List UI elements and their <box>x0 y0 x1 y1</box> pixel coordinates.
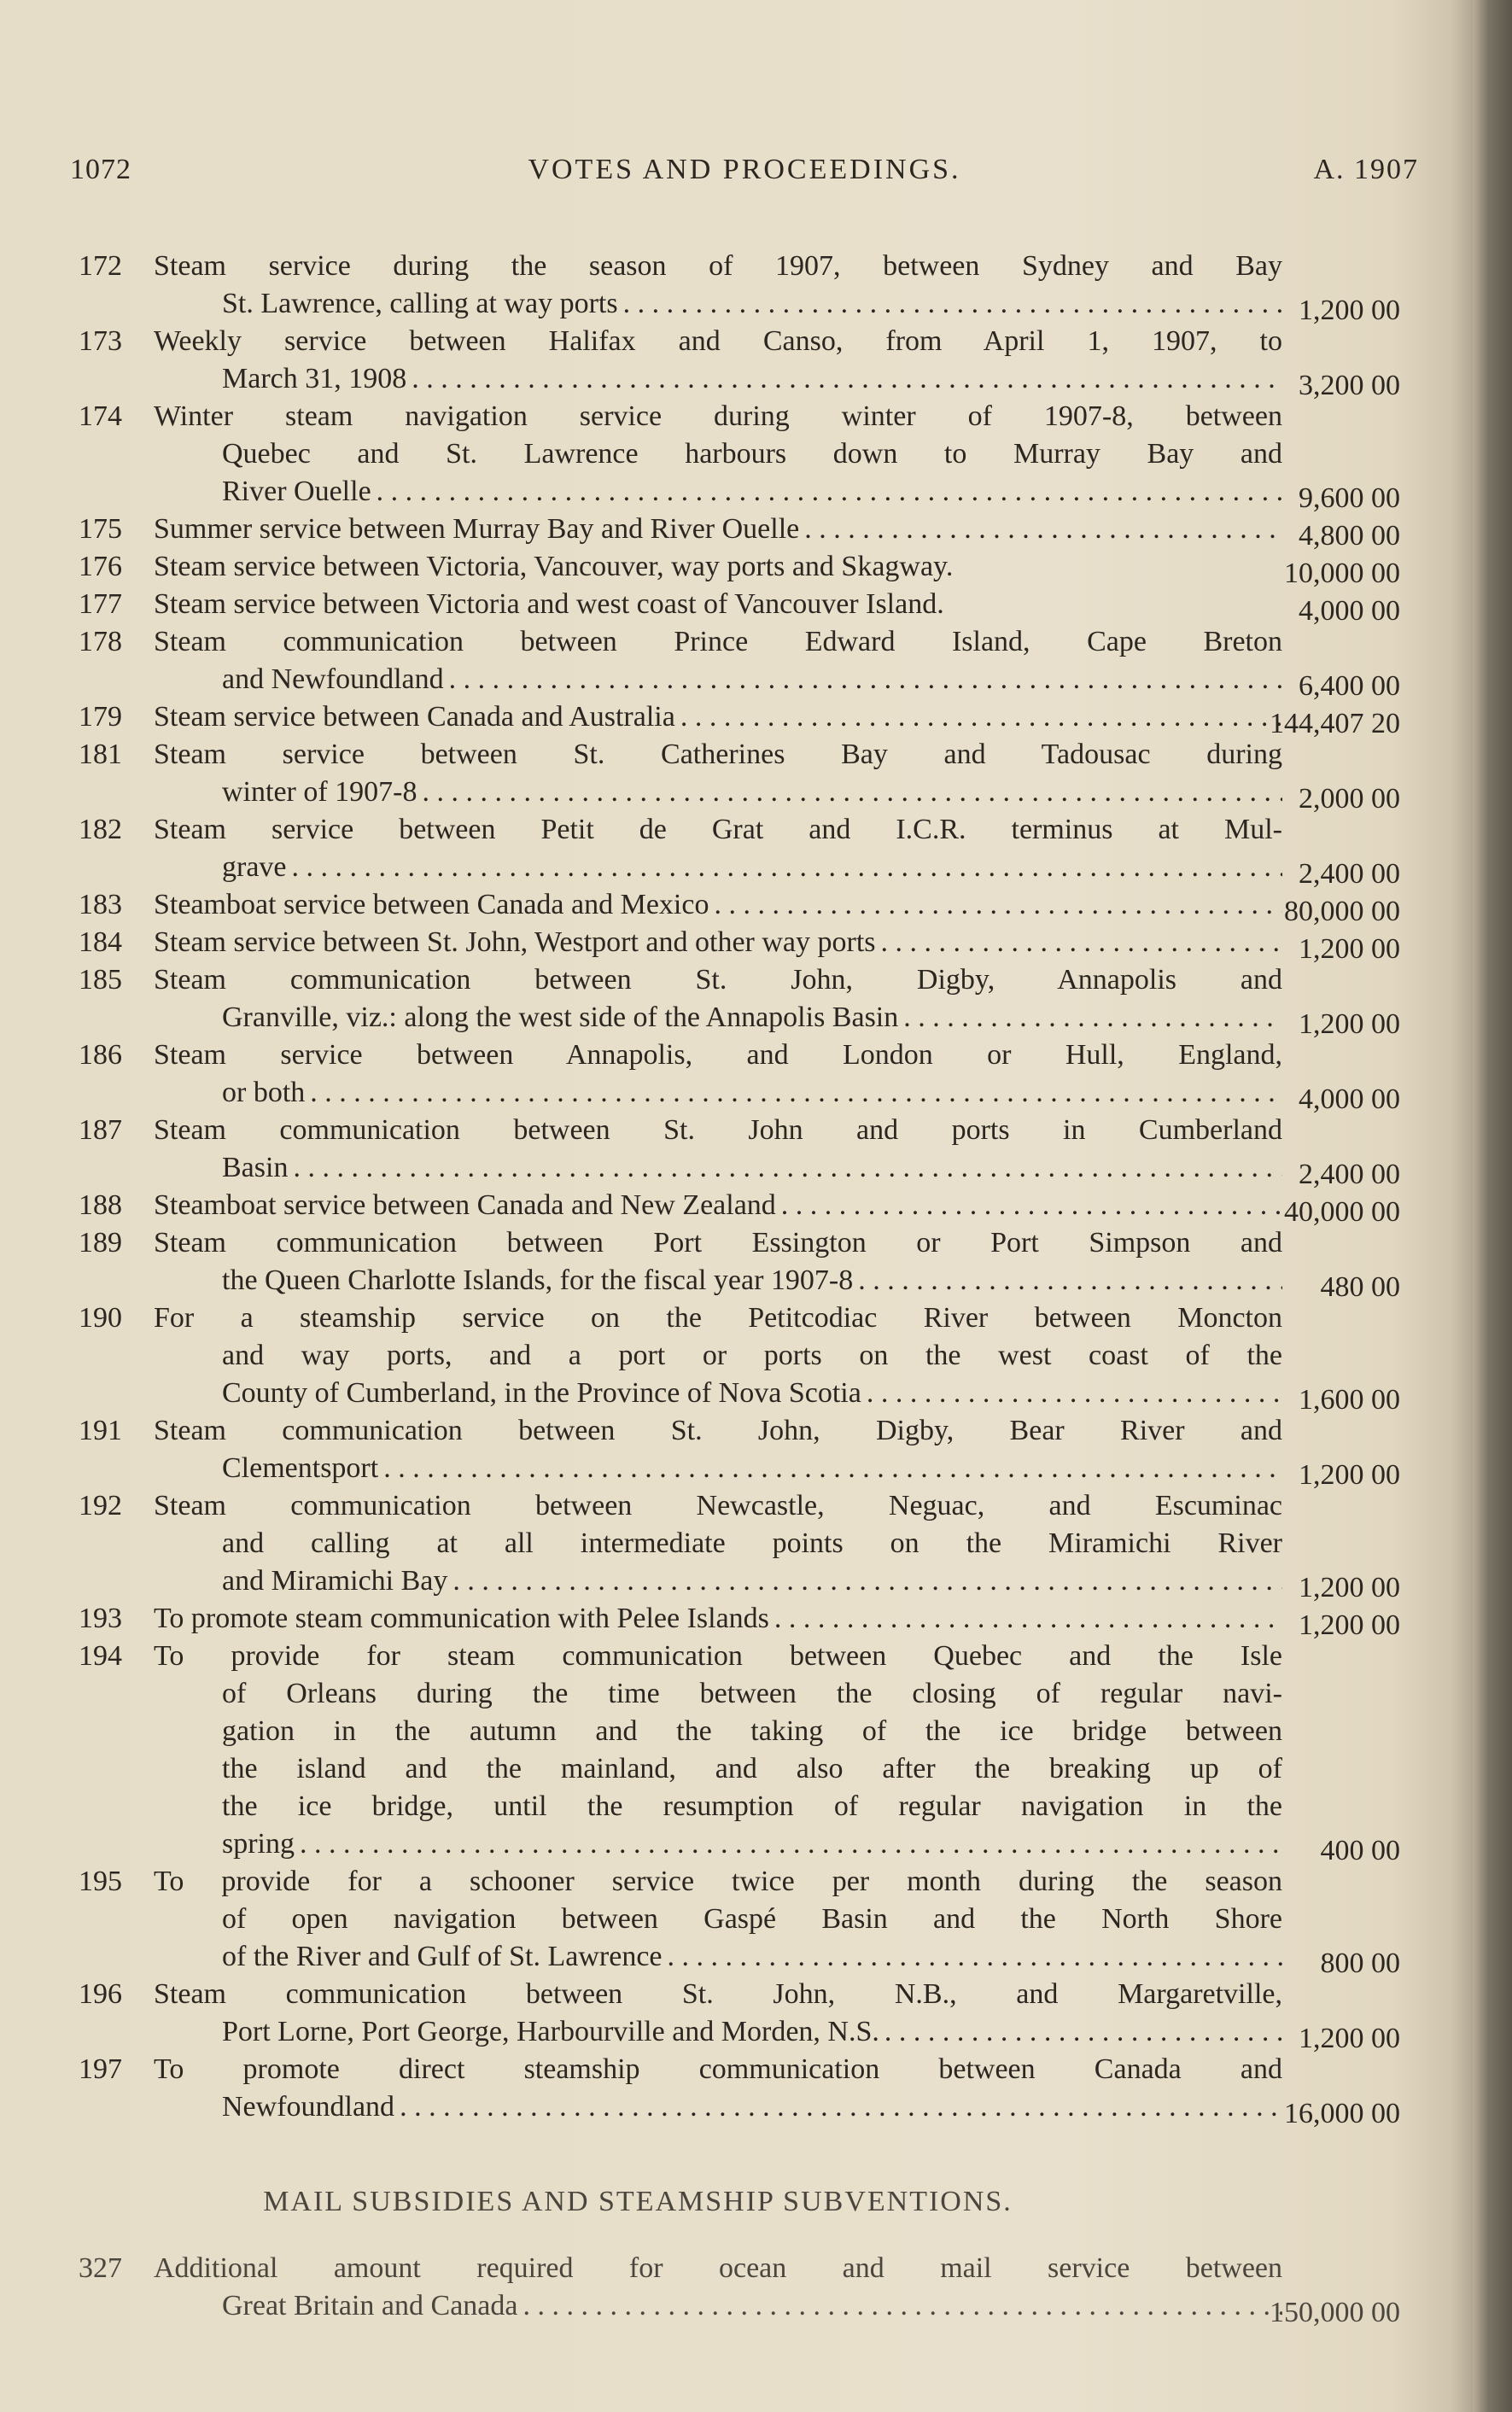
item-amount: 1,600 00 <box>1299 1384 1400 1416</box>
item-description <box>154 548 1282 586</box>
item-description <box>154 1863 1282 1976</box>
item-number: 196 <box>79 1978 122 2010</box>
dot-leader <box>781 1187 1282 1224</box>
item-description <box>154 924 1282 961</box>
description-line: Steam service between Petit de Grat and I.C.R. terminus at Mul- <box>154 814 1282 845</box>
dot-leader <box>903 999 1282 1037</box>
dot-leader <box>858 1262 1282 1299</box>
description-line: and way ports, and a port or ports on the west coast of the <box>222 1340 1282 1371</box>
item-amount: 480 00 <box>1320 1271 1400 1303</box>
appropriation-item <box>79 1112 1410 1190</box>
dot-leader <box>377 473 1282 511</box>
item-amount: 1,200 00 <box>1299 933 1400 965</box>
item-number: 183 <box>79 889 122 920</box>
description-line: Steam communication between St. John, N.B., and Margaretville, <box>154 1978 1282 2010</box>
description-line: of the River and Gulf of St. Lawrence <box>222 1941 663 1972</box>
item-amount: 80,000 00 <box>1284 896 1400 927</box>
item-number: 177 <box>79 588 122 620</box>
page-header <box>70 154 1419 196</box>
item-amount: 1,200 00 <box>1299 1572 1400 1603</box>
description-line: Steam service between St. John, Westport and other way ports <box>154 926 876 958</box>
description-line: Steam service between Victoria, Vancouver, way ports and Skagway. <box>154 551 954 582</box>
item-number: 193 <box>79 1603 122 1634</box>
description-line: Steam communication between Newcastle, Neguac, and Escuminac <box>154 1490 1282 1521</box>
item-number: 197 <box>79 2053 122 2085</box>
description-line: Port Lorne, Port George, Harbourville and Morden, N.S. <box>222 2016 879 2047</box>
item-amount: 1,200 00 <box>1299 1459 1400 1491</box>
dot-leader <box>383 1450 1282 1487</box>
description-line: River Ouelle <box>222 476 371 507</box>
appropriation-item <box>79 886 1410 927</box>
item-description <box>154 1224 1282 1299</box>
description-line: Steam communication between Port Essington or Port Simpson and <box>154 1227 1282 1259</box>
description-line: spring <box>222 1828 295 1860</box>
item-amount: 144,407 20 <box>1270 708 1400 739</box>
item-description <box>154 1412 1282 1487</box>
item-number: 176 <box>79 551 122 582</box>
appropriation-item <box>79 1299 1410 1416</box>
item-description <box>154 811 1282 886</box>
description-line: Additional amount required for ocean and mail service between <box>154 2252 1282 2284</box>
appropriation-item <box>79 1412 1410 1491</box>
dot-leader <box>714 886 1282 924</box>
section-heading: MAIL SUBSIDIES AND STEAMSHIP SUBVENTIONS. <box>263 2186 1013 2217</box>
item-number: 174 <box>79 400 122 432</box>
item-description <box>154 511 1282 548</box>
item-number: 184 <box>79 926 122 958</box>
item-amount: 16,000 00 <box>1284 2098 1400 2129</box>
item-amount: 3,200 00 <box>1299 370 1400 401</box>
appropriation-item <box>79 1487 1410 1603</box>
dot-leader <box>452 1562 1282 1600</box>
item-description <box>154 1638 1282 1863</box>
description-line: Summer service between Murray Bay and River Ouelle <box>154 513 800 545</box>
description-line: To provide for a schooner service twice per month during the season <box>154 1866 1282 1897</box>
description-line: Great Britain and Canada <box>222 2290 518 2321</box>
item-number: 175 <box>79 513 122 545</box>
appropriation-item <box>79 1863 1410 1979</box>
item-amount: 800 00 <box>1320 1948 1400 1979</box>
item-amount: 40,000 00 <box>1284 1196 1400 1228</box>
description-line: Steam communication between St. John, Digby, Annapolis and <box>154 964 1282 996</box>
item-amount: 2,400 00 <box>1299 1159 1400 1190</box>
item-description <box>154 1976 1282 2051</box>
item-number: 186 <box>79 1039 122 1071</box>
description-line: the island and the mainland, and also after the breaking up of <box>222 1753 1282 1784</box>
item-number: 173 <box>79 325 122 357</box>
item-number: 188 <box>79 1189 122 1221</box>
appropriation-item <box>79 2051 1410 2129</box>
item-number: 182 <box>79 814 122 845</box>
appropriation-item <box>79 323 1410 401</box>
description-line: of Orleans during the time between the closing of regular navi- <box>222 1678 1282 1709</box>
appropriation-item <box>79 1600 1410 1641</box>
item-number: 189 <box>79 1227 122 1259</box>
description-line: the ice bridge, until the resumption of regular navigation in the <box>222 1790 1282 1822</box>
description-line: To provide for steam communication between Quebec and the Isle <box>154 1640 1282 1672</box>
item-description <box>154 886 1282 924</box>
running-title: VOTES AND PROCEEDINGS. <box>528 154 961 185</box>
item-description <box>154 961 1282 1037</box>
item-description <box>154 1112 1282 1187</box>
dot-leader <box>412 360 1282 398</box>
description-line: St. Lawrence, calling at way ports <box>222 288 618 319</box>
dot-leader <box>292 849 1282 886</box>
description-line: Steamboat service between Canada and New Zealand <box>154 1189 776 1221</box>
description-line: Steam service between Annapolis, and London or Hull, England, <box>154 1039 1282 1071</box>
description-line: of open navigation between Gaspé Basin and the North Shore <box>222 1903 1282 1935</box>
dot-leader <box>449 661 1282 698</box>
description-line: Newfoundland <box>222 2091 395 2123</box>
item-description <box>154 2250 1282 2325</box>
dot-leader <box>310 1074 1282 1112</box>
appropriation-item <box>79 548 1410 589</box>
item-number: 195 <box>79 1866 122 1897</box>
appropriation-item <box>79 1037 1410 1115</box>
description-line: Granville, viz.: along the west side of the Annapolis Basin <box>222 1002 899 1033</box>
description-line: Winter steam navigation service during winter of 1907-8, between <box>154 400 1282 432</box>
dot-leader <box>300 1825 1282 1863</box>
item-number: 187 <box>79 1114 122 1146</box>
item-description <box>154 586 1282 623</box>
item-amount: 150,000 00 <box>1270 2297 1400 2328</box>
page-number: 1072 <box>70 154 131 185</box>
item-number: 185 <box>79 964 122 996</box>
item-description <box>154 1600 1282 1638</box>
description-line: and Miramichi Bay <box>222 1565 448 1597</box>
description-line: and calling at all intermediate points on the Miramichi River <box>222 1527 1282 1559</box>
dot-leader <box>423 774 1282 811</box>
appropriation-item <box>79 698 1410 739</box>
description-line: Clementsport <box>222 1452 379 1484</box>
item-description <box>154 1037 1282 1112</box>
item-number: 327 <box>79 2252 122 2284</box>
item-description <box>154 248 1282 323</box>
final-appropriation <box>79 2250 1410 2328</box>
description-line: Steam communication between St. John, Digby, Bear River and <box>154 1415 1282 1446</box>
appropriation-item <box>79 511 1410 552</box>
description-line: Quebec and St. Lawrence harbours down to Murray Bay and <box>222 438 1282 470</box>
session-year: A. 1907 <box>1313 154 1419 185</box>
appropriation-item <box>79 1638 1410 1866</box>
item-number: 181 <box>79 739 122 770</box>
item-description <box>154 1299 1282 1412</box>
dot-leader <box>881 924 1282 961</box>
appropriation-item <box>79 248 1410 326</box>
description-line: County of Cumberland, in the Province of Nova Scotia <box>222 1377 861 1409</box>
item-amount: 4,000 00 <box>1299 1083 1400 1115</box>
appropriation-item <box>79 1224 1410 1303</box>
book-spine-shadow <box>1473 0 1512 2412</box>
item-amount: 2,400 00 <box>1299 858 1400 890</box>
appropriation-item <box>79 398 1410 514</box>
dot-leader <box>623 285 1282 323</box>
description-line: Steamboat service between Canada and Mexico <box>154 889 709 920</box>
description-line: the Queen Charlotte Islands, for the fiscal year 1907-8 <box>222 1264 854 1296</box>
appropriation-item <box>79 586 1410 627</box>
item-number: 191 <box>79 1415 122 1446</box>
appropriation-item <box>79 961 1410 1040</box>
description-line: or both <box>222 1077 306 1108</box>
description-line: To promote steam communication with Pelee Islands <box>154 1603 769 1634</box>
description-line: grave <box>222 851 287 883</box>
description-line: Steam communication between Prince Edward Island, Cape Breton <box>154 626 1282 657</box>
item-number: 179 <box>79 701 122 733</box>
item-description <box>154 698 1282 736</box>
item-number: 192 <box>79 1490 122 1521</box>
appropriation-item <box>79 736 1410 815</box>
item-amount: 1,200 00 <box>1299 2023 1400 2054</box>
appropriation-item <box>79 1976 1410 2054</box>
item-amount: 1,200 00 <box>1299 295 1400 326</box>
description-line: March 31, 1908 <box>222 363 407 394</box>
description-line: Steam service between Victoria and west coast of Vancouver Island. <box>154 588 944 620</box>
item-amount: 4,000 00 <box>1299 595 1400 627</box>
description-line: To promote direct steamship communication between Canada and <box>154 2053 1282 2085</box>
description-line: and Newfoundland <box>222 663 444 695</box>
item-amount: 1,200 00 <box>1299 1008 1400 1040</box>
appropriation-item <box>79 924 1410 965</box>
description-line: gation in the autumn and the taking of the ice bridge between <box>222 1715 1282 1747</box>
item-amount: 400 00 <box>1320 1835 1400 1866</box>
item-number: 172 <box>79 250 122 282</box>
item-description <box>154 398 1282 511</box>
appropriation-item <box>79 623 1410 702</box>
dot-leader <box>680 698 1282 736</box>
appropriation-item <box>79 2250 1410 2328</box>
description-line: Steam communication between St. John and ports in Cumberland <box>154 1114 1282 1146</box>
dot-leader <box>774 1600 1282 1638</box>
item-number: 178 <box>79 626 122 657</box>
item-description <box>154 623 1282 698</box>
item-description <box>154 2051 1282 2126</box>
dot-leader <box>884 2013 1282 2051</box>
appropriation-list <box>79 248 1410 2129</box>
item-number: 190 <box>79 1302 122 1334</box>
dot-leader <box>867 1375 1282 1412</box>
item-amount: 1,200 00 <box>1299 1609 1400 1641</box>
item-description <box>154 1487 1282 1600</box>
item-amount: 4,800 00 <box>1299 520 1400 552</box>
description-line: Steam service during the season of 1907, between Sydney and Bay <box>154 250 1282 282</box>
item-amount: 9,600 00 <box>1299 482 1400 514</box>
item-amount: 10,000 00 <box>1284 558 1400 589</box>
description-line: Weekly service between Halifax and Canso, from April 1, 1907, to <box>154 325 1282 357</box>
dot-leader <box>293 1149 1282 1187</box>
appropriation-item <box>79 1187 1410 1228</box>
description-line: Basin <box>222 1152 289 1183</box>
item-description <box>154 323 1282 398</box>
dot-leader <box>400 2088 1282 2126</box>
dot-leader <box>804 511 1282 548</box>
description-line: winter of 1907-8 <box>222 776 417 808</box>
description-line: Steam service between St. Catherines Bay and Tadousac during <box>154 739 1282 770</box>
item-description <box>154 1187 1282 1224</box>
description-line: Steam service between Canada and Australia <box>154 701 675 733</box>
dot-leader <box>668 1938 1283 1976</box>
dot-leader <box>522 2287 1282 2325</box>
item-number: 194 <box>79 1640 122 1672</box>
appropriation-item <box>79 811 1410 890</box>
item-amount: 2,000 00 <box>1299 783 1400 815</box>
description-line: For a steamship service on the Petitcodiac River between Moncton <box>154 1302 1282 1334</box>
item-description <box>154 736 1282 811</box>
item-amount: 6,400 00 <box>1299 670 1400 702</box>
